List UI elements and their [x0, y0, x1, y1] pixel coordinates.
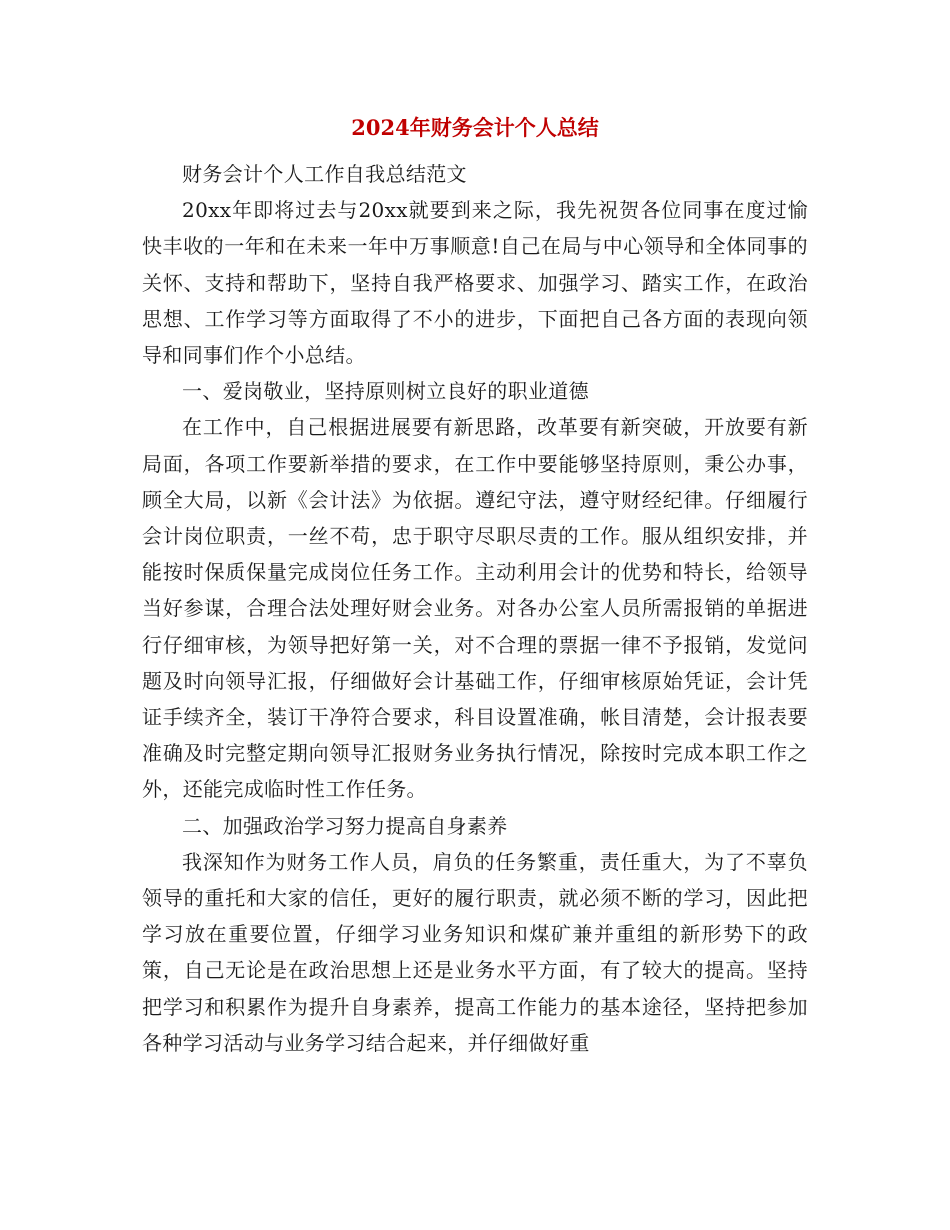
- section-heading-1: 一、爱岗敬业，坚持原则树立良好的职业道德: [182, 379, 589, 404]
- paragraph-section-2: 我深知作为财务工作人员，肩负的任务繁重，责任重大，为了不辜负领导的重托和大家的信任，更好的履行职责，就必须不断的学习，因此把学习放在重要位置，仔细学习业务知识和煤矿兼并重组的新形势下的政策，自己无论是在政治思想上还是业务水平方面，有了较大的提高。坚持把学习和积累作为提升自身素养，提高工作能力的基本途径，坚持把参加各种学习活动与业务学习结合起来，并仔细做好重: [142, 849, 808, 1055]
- paragraph-subtitle: 财务会计个人工作自我总结范文: [182, 162, 467, 186]
- section-heading-2: 二、加强政治学习努力提高自身素养: [182, 813, 508, 838]
- paragraph-section-1: 在工作中，自己根据进展要有新思路，改革要有新突破，开放要有新局面，各项工作要新举措的要求，在工作中要能够坚持原则，秉公办事，顾全大局，以新《会计法》为依据。遵纪守法，遵守财经纪律。仔细履行会计岗位职责，一丝不苟，忠于职守尽职尽责的工作。服从组织安排，并能按时保质保量完成岗位任务工作。主动利用会计的优势和特长，给领导当好参谋，合理合法处理好财会业务。对各办公室人员所需报销的单据进行仔细审核，为领导把好第一关，对不合理的票据一律不予报销，发觉问题及时向领导汇报，仔细做好会计基础工作，仔细审核原始凭证，会计凭证手续齐全，装订干净符合要求，科目设置准确，帐目清楚，会计报表要准确及时完整定期向领导汇报财务业务执行情况，除按时完成本职工作之外，还能完成临时性工作任务。: [142, 415, 808, 802]
- document-body: [142, 156, 808, 1061]
- paragraph-intro: 20xx年即将过去与20xx就要到来之际，我先祝贺各位同事在度过愉快丰收的一年和在未来一年中万事顺意!自己在局与中心领导和全体同事的关怀、支持和帮助下，坚持自我严格要求、加强学习、踏实工作，在政治思想、工作学习等方面取得了不小的进步，下面把自己各方面的表现向领导和同事们作个小总结。: [142, 198, 808, 368]
- document-title: 2024年财务会计个人总结: [351, 115, 599, 140]
